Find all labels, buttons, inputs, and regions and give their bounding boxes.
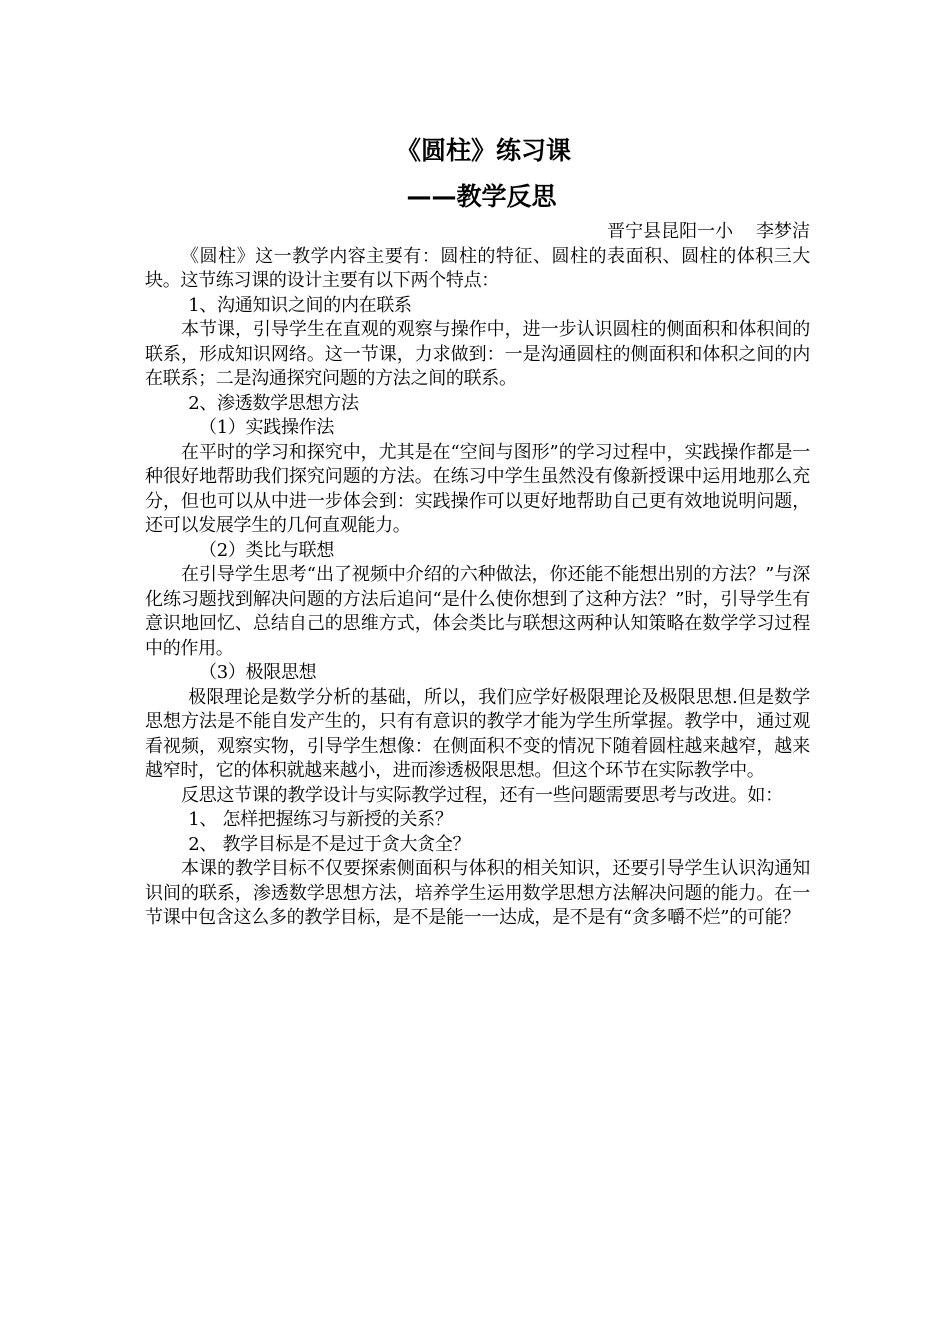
- author-line: 晋宁县昆阳一小 李梦洁: [607, 221, 810, 242]
- body-paragraph: 《圆柱》这一教学内容主要有：圆柱的特征、圆柱的表面积、圆柱的体积三大块。这节练习课的设计主要有以下两个特点：: [145, 245, 810, 291]
- body-paragraph: 本课的教学目标不仅要探索侧面积与体积的相关知识，还要引导学生认识沟通知识间的联系，渗透数学思想方法，培养学生运用数学思想方法解决问题的能力。在一节课中包含这么多的教学目标，是不是能一一达成，是不是有“贪多嚼不烂”的可能？: [145, 858, 810, 928]
- body-paragraph: （3）极限思想: [199, 662, 317, 683]
- document-subtitle: ——教学反思: [406, 182, 557, 211]
- body-paragraph: （1）实践操作法: [199, 417, 335, 438]
- body-paragraph: （2）类比与联想: [199, 539, 335, 561]
- body-paragraph: 1、沟通知识之间的内在联系: [188, 294, 412, 316]
- body-paragraph: 2、渗透数学思想方法: [188, 392, 359, 414]
- body-paragraph: 反思这节课的教学设计与实际教学过程，还有一些问题需要思考与改进。如：: [181, 784, 783, 806]
- body-paragraph: 1、 怎样把握练习与新授的关系？: [188, 809, 453, 830]
- document-body: [145, 245, 810, 931]
- body-paragraph: 在平时的学习和探究中，尤其是在“空间与图形”的学习过程中，实践操作都是一种很好地帮助我们探究问题的方法。在练习中学生虽然没有像新授课中运用地那么充分，但也可以从中进一步体会到：实践操作可以更好地帮助自己更有效地说明问题，还可以发展学生的几何直观能力。: [145, 441, 810, 536]
- body-paragraph: 极限理论是数学分析的基础，所以，我们应学好极限理论及极限思想.但是数学思想方法是不能自发产生的，只有有意识的教学才能为学生所掌握。教学中，通过观看视频，观察实物，引导学生想像：在侧面积不变的情况下随着圆柱越来越窄，越来越窄时，它的体积就越来越小，进而渗透极限思想。但这个环节在实际教学中。: [145, 686, 810, 781]
- body-paragraph: 在引导学生思考“出了视频中介绍的六种做法，你还能不能想出别的方法？”与深化练习题找到解决问题的方法后追问“是什么使你想到了这种方法？”时，引导学生有意识地回忆、总结自己的思维方式，体会类比与联想这两种认知策略在数学学习过程中的作用。: [145, 564, 810, 659]
- body-paragraph: 本节课，引导学生在直观的观察与操作中，进一步认识圆柱的侧面积和体积间的联系，形成知识网络。这一节课，力求做到：一是沟通圆柱的侧面积和体积之间的内在联系；二是沟通探究问题的方法之间的联系。: [145, 319, 810, 389]
- body-paragraph: 2、 教学目标是不是过于贪大贪全？: [188, 833, 471, 855]
- document-title: 《圆柱》练习课: [395, 136, 571, 165]
- document-page: [145, 128, 810, 931]
